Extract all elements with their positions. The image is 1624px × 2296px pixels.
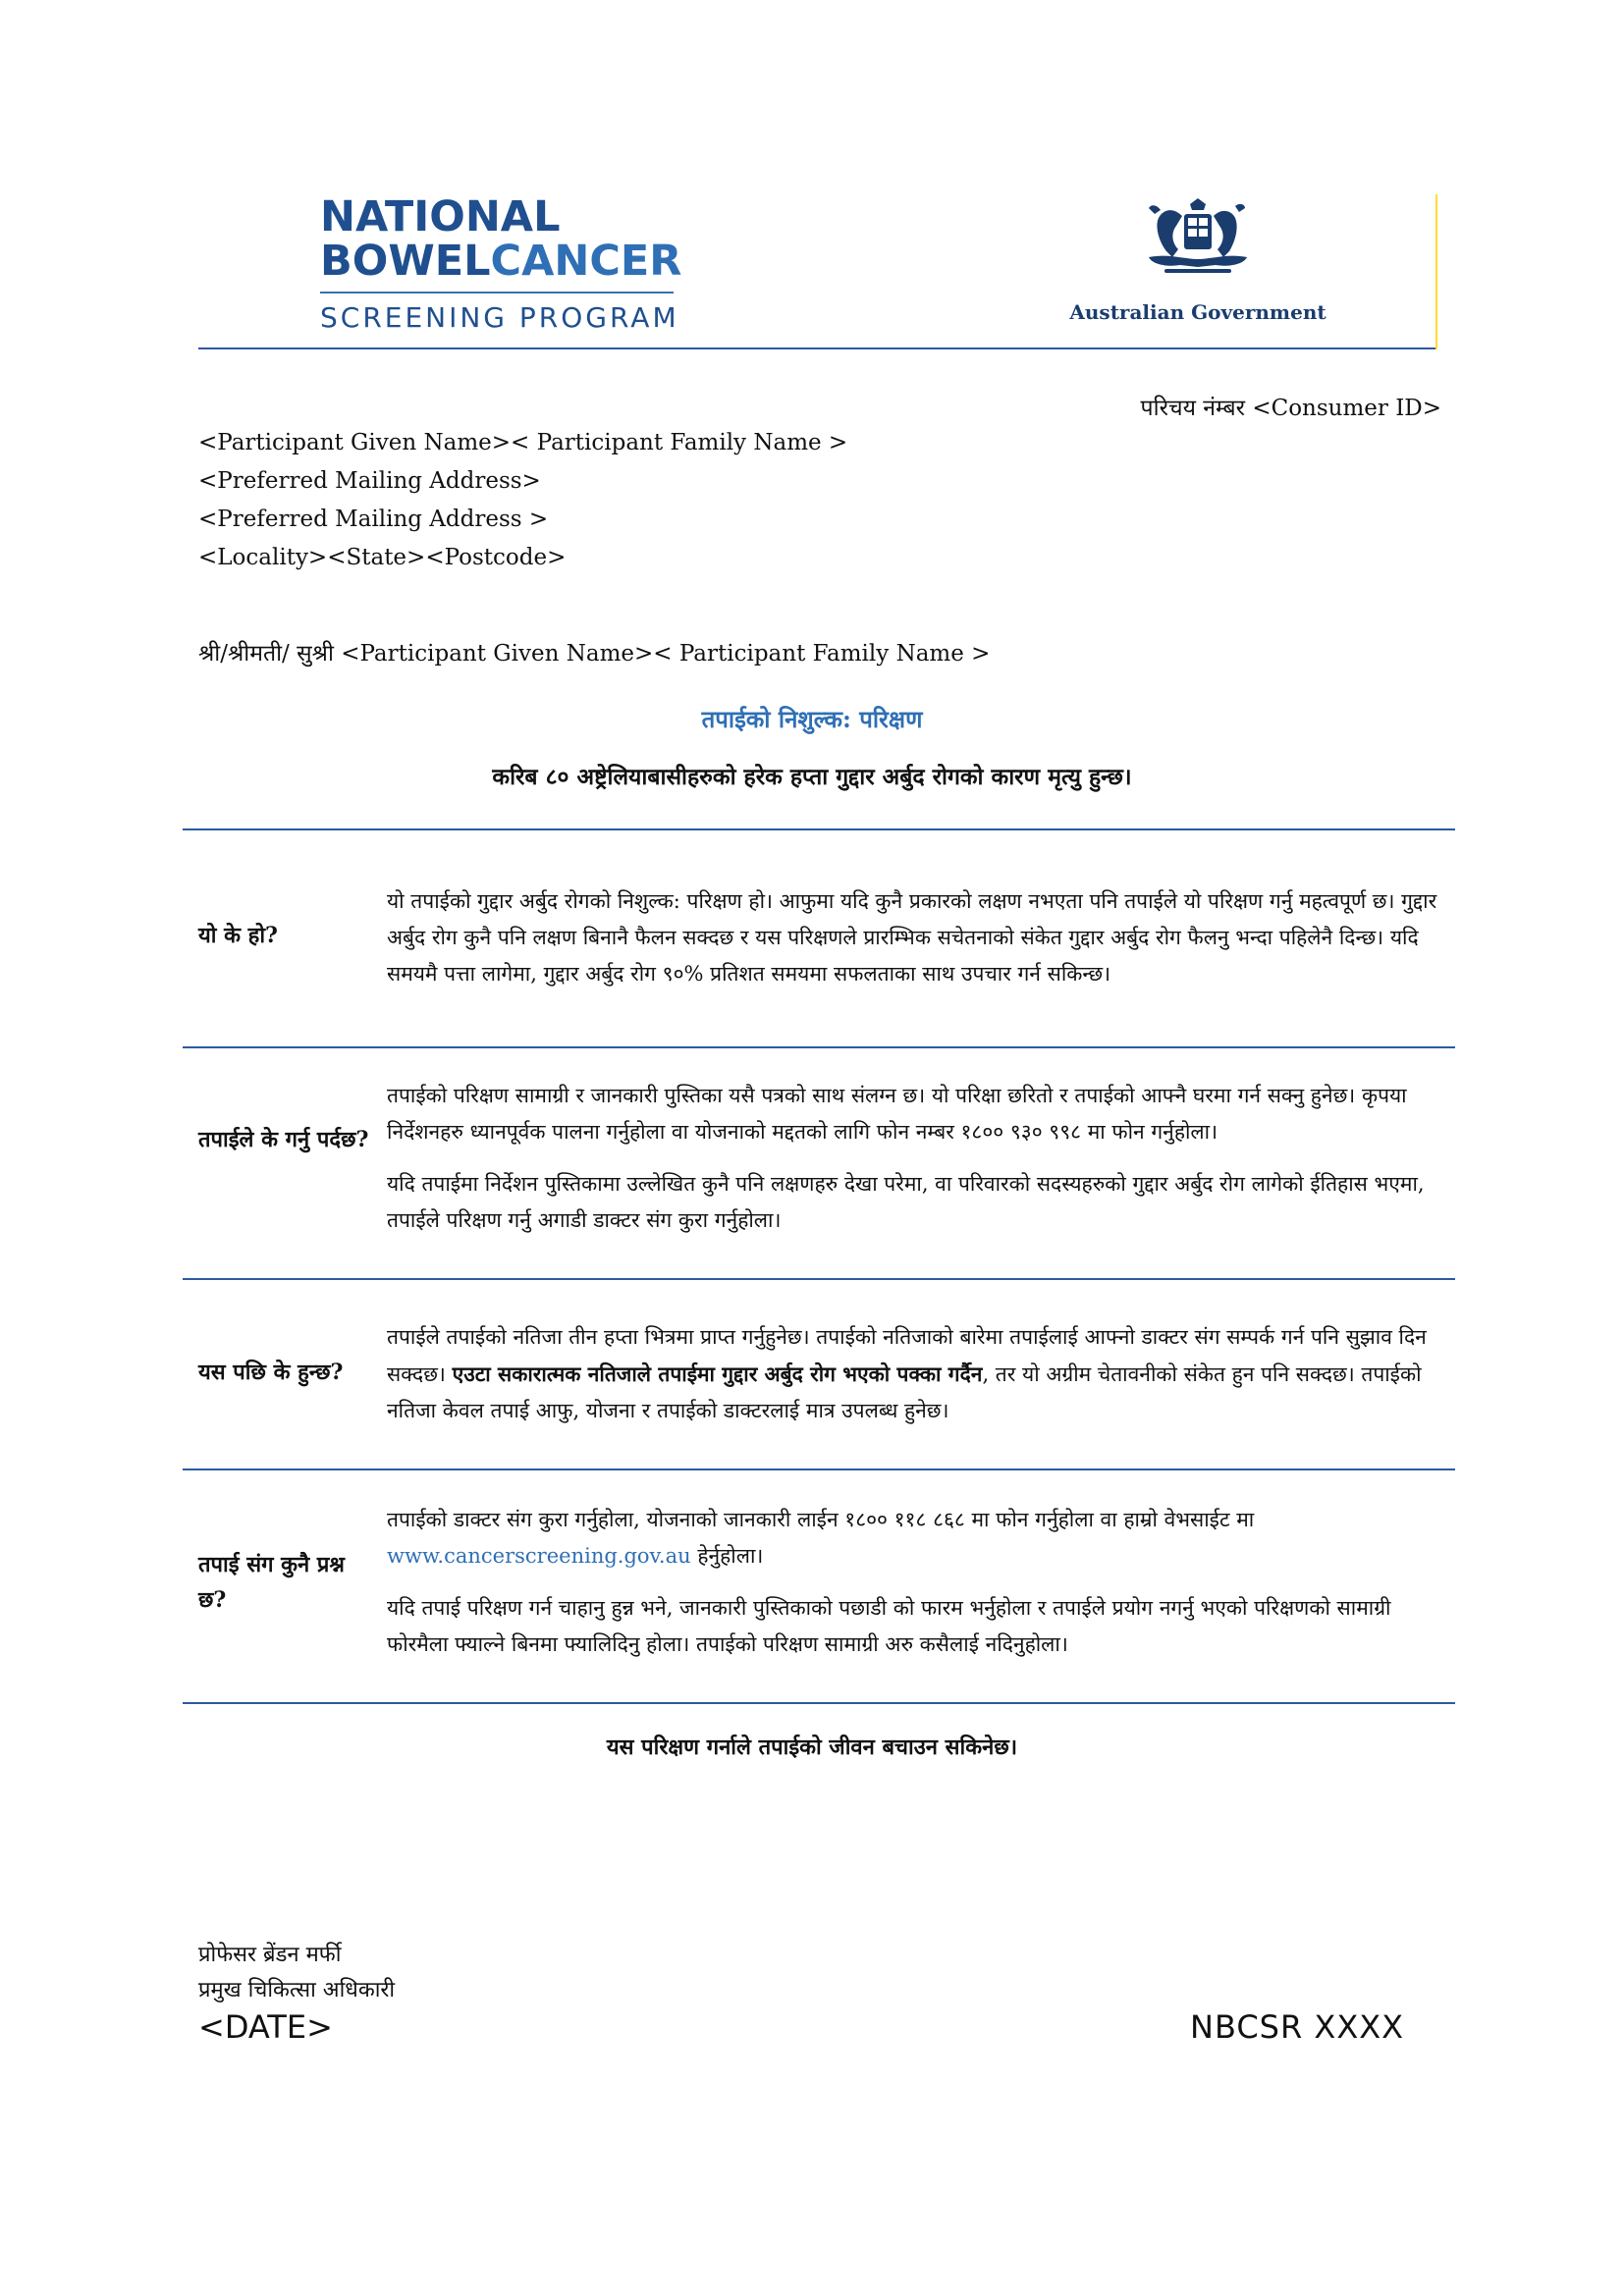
logo-divider bbox=[320, 292, 674, 294]
header-accent-line bbox=[1435, 194, 1437, 349]
paragraph-text: तपाईले तपाईको नतिजा तीन हप्ता भित्रमा प्राप्त गर्नुहुनेछ। तपाईको नतिजाको बारेमा तपाईलाई आफ्नो डाक्टर संग सम्पर्क गर्न पनि सुझाव दिन सक्दछ। bbox=[387, 1325, 1427, 1386]
address-line: <Preferred Mailing Address > bbox=[198, 507, 549, 532]
paragraph-text: हेर्नुहोला। bbox=[690, 1544, 764, 1568]
section-divider bbox=[183, 828, 1455, 830]
letter-reference: NBCSR XXXX bbox=[1190, 2008, 1405, 2046]
section-answer bbox=[387, 883, 1443, 1008]
section-divider bbox=[183, 1046, 1455, 1048]
consumer-id: परिचय नंम्बर <Consumer ID> bbox=[1140, 396, 1441, 421]
paragraph-text: तपाईको डाक्टर संग कुरा गर्नुहोला, योजनाको जानकारी लाईन १८०० ११८ ८६८ मा फोन गर्नुहोला वा हाम्रो वेभसाईट मा bbox=[387, 1508, 1255, 1531]
section-paragraph: यो तपाईको गुद्दार अर्बुद रोगको निशुल्क: परिक्षण हो। आफुमा यदि कुनै प्रकारको लक्षण नभएता पनि तपाईले यो परिक्षण गर्नु महत्वपूर्ण छ। गुद्दार अर्बुद रोग कुनै पनि लक्षण बिनानै फैलन सक्दछ र यस परिक्षणले प्रारम्भिक सचेतनाको संकेत गुद्दार अर्बुद रोग फैलनु भन्दा पहिलेनै दिन्छ। यदि समयमै पत्ता लागेमा, गुद्दार अर्बुद रोग ९०% प्रतिशत समयमा सफलताका साथ उपचार गर्न सकिन्छ। bbox=[387, 889, 1437, 986]
emphasis-text: एउटा सकारात्मक नतिजाले तपाईमा गुद्दार अर्बुद रोग भएको पक्का गर्दैन bbox=[452, 1362, 983, 1386]
government-logo bbox=[1060, 196, 1335, 324]
paragraph-text: , तर यो अग्रीम चेतावनीको संकेत हुन पनि सक्दछ। तपाईको नतिजा केवल तपाई आफु, योजना र तपाईको डाक्टरलाई मात्र उपलब्ध हुनेछ। bbox=[387, 1362, 1422, 1422]
address-line: <Preferred Mailing Address> bbox=[198, 468, 541, 494]
section-answer bbox=[387, 1078, 1443, 1255]
intro-statement: करिब ८० अष्ट्रेलियाबासीहरुको हरेक हप्ता गुद्दार अर्बुद रोगको कारण मृत्यु हुन्छ। bbox=[492, 764, 1132, 790]
logo-line-1: NATIONAL bbox=[320, 192, 561, 241]
logo-word-cancer: CANCER bbox=[490, 237, 682, 286]
letter-subject: तपाईको निशुल्क: परिक्षण bbox=[701, 705, 923, 733]
coat-of-arms-icon bbox=[1129, 196, 1267, 294]
section-paragraph bbox=[387, 1319, 1443, 1429]
header-divider bbox=[198, 347, 1437, 349]
closing-statement: यस परिक्षण गर्नाले तपाईको जीवन बचाउन सकिनेछ। bbox=[606, 1735, 1018, 1760]
section-answer bbox=[387, 1502, 1443, 1679]
section-divider bbox=[183, 1702, 1455, 1704]
program-logo bbox=[320, 192, 683, 334]
section-paragraph: यदि तपाईमा निर्देशन पुस्तिकामा उल्लेखित कुनै पनि लक्षणहरु देखा परेमा, वा परिवारको सदस्यहरुको गुद्दार अर्बुद रोग लागेको ईतिहास भएमा, तपाईले परिक्षण गर्नु अगाडी डाक्टर संग कुरा गर्नुहोला। bbox=[387, 1172, 1425, 1232]
address-line: <Locality><State><Postcode> bbox=[198, 545, 567, 570]
signature-block bbox=[198, 1938, 395, 2008]
section-paragraph: यदि तपाई परिक्षण गर्न चाहानु हुन्न भने, जानकारी पुस्तिकाको पछाडी को फारम भर्नुहोला र तपाईले प्रयोग नगर्नु भएको परिक्षणको सामाग्री फोरमैला फ्याल्ने बिनमा फ्यालिदिनु होला। तपाईको परिक्षण सामाग्री अरु कसैलाई नदिनुहोला। bbox=[387, 1596, 1391, 1656]
government-name: Australian Government bbox=[1069, 300, 1326, 324]
website-link[interactable]: www.cancerscreening.gov.au bbox=[387, 1544, 691, 1568]
section-question: यस पछि के हुन्छ? bbox=[198, 1360, 344, 1385]
section-question: यो के हो? bbox=[198, 923, 278, 948]
salutation: श्री/श्रीमती/ सुश्री <Participant Given Name>< Participant Family Name > bbox=[198, 641, 991, 667]
section-divider bbox=[183, 1468, 1455, 1470]
logo-line-2 bbox=[320, 237, 683, 286]
letter-date: <DATE> bbox=[198, 2008, 333, 2046]
section-divider bbox=[183, 1278, 1455, 1280]
section-question: तपाईले के गर्नु पर्दछ? bbox=[198, 1127, 369, 1152]
section-answer bbox=[387, 1319, 1443, 1445]
address-block bbox=[198, 424, 847, 577]
section-paragraph: तपाईको परिक्षण सामाग्री र जानकारी पुस्तिका यसै पत्रको साथ संलग्न छ। यो परिक्षा छरितो र तपाईको आफ्नै घरमा गर्न सक्नु हुनेछ। कृपया निर्देशनहरु ध्यानपूर्वक पालना गर्नुहोला वा योजनाको मद्दतको लागि फोन नम्बर १८०० ९३० ९९८ मा फोन गर्नुहोला। bbox=[387, 1084, 1407, 1144]
address-line: <Participant Given Name>< Participant Family Name > bbox=[198, 430, 848, 455]
signatory-name: प्रोफेसर ब्रेंडन मर्फी bbox=[198, 1943, 342, 1967]
logo-line-3: SCREENING PROGRAM bbox=[320, 301, 679, 334]
signatory-title: प्रमुख चिकित्सा अधिकारी bbox=[198, 1978, 396, 2002]
logo-word-bowel: BOWEL bbox=[320, 237, 491, 286]
section-paragraph bbox=[387, 1502, 1443, 1575]
section-question: तपाई संग कुनै प्रश्न छ? bbox=[198, 1552, 345, 1613]
